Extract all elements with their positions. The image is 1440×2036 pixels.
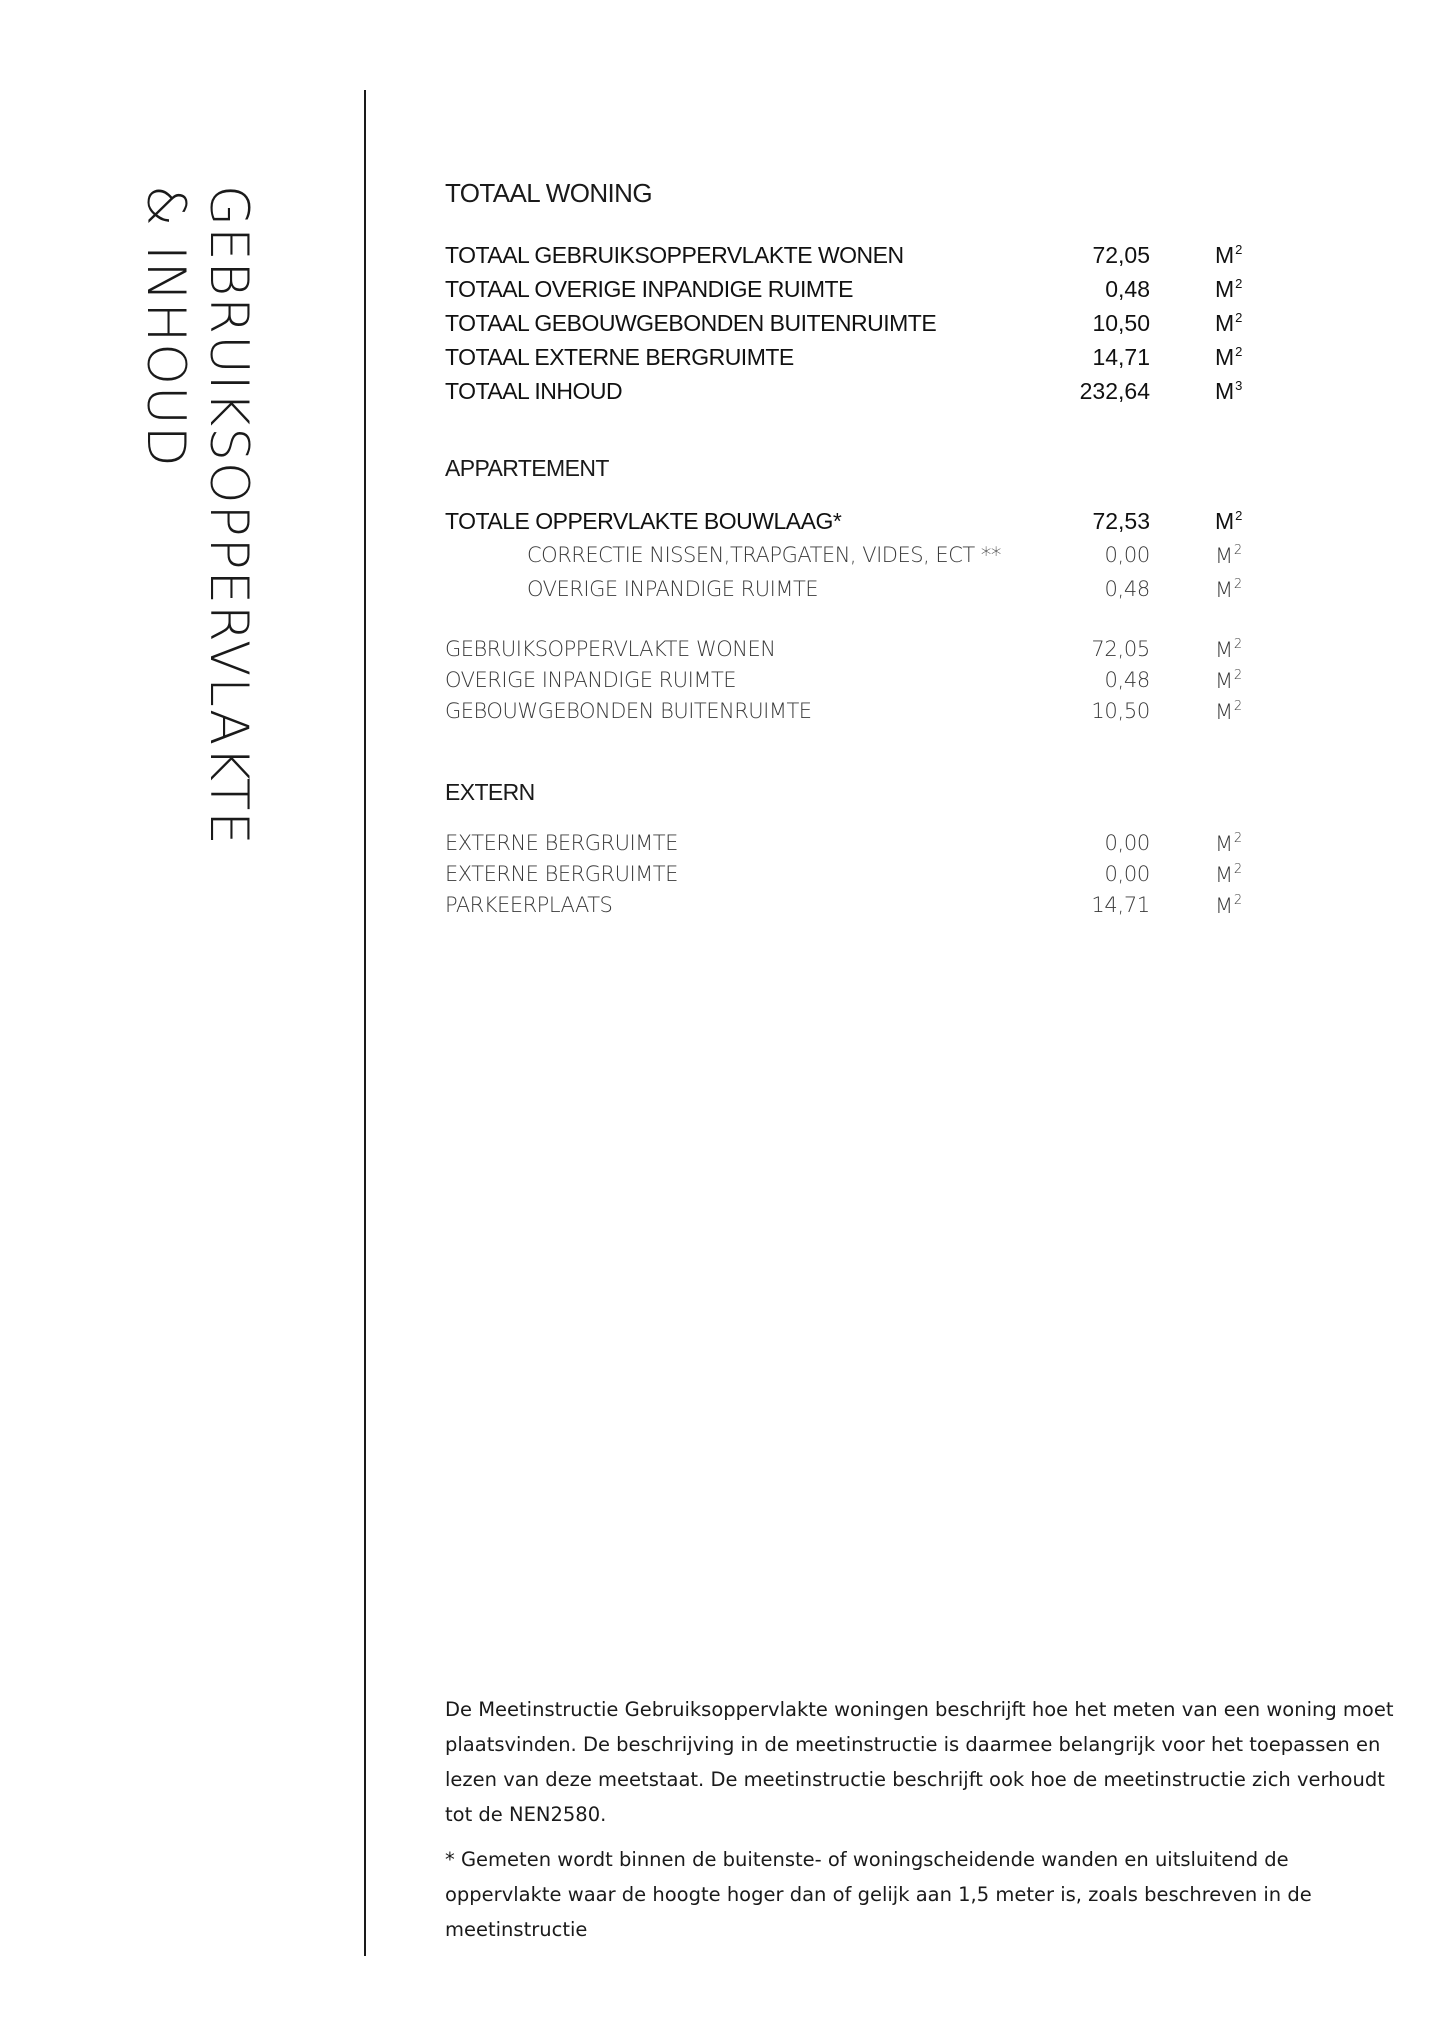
row-unit: $M^2$: [1215, 543, 1242, 568]
row-value: 0,00: [1104, 543, 1150, 567]
row-value: 14,71: [1091, 893, 1150, 917]
row-label: TOTAAL EXTERNE BERGRUIMTE: [445, 344, 794, 370]
row-value: 14,71: [1092, 344, 1150, 370]
row-unit: $M^2$: [1215, 344, 1243, 370]
row-value: 0,00: [1104, 831, 1150, 855]
row-label: TOTALE OPPERVLAKTE BOUWLAAG*: [445, 508, 842, 534]
row-unit: $M^2$: [1215, 276, 1243, 302]
row-unit: $M^2$: [1215, 831, 1242, 856]
row-unit: $M^2$: [1215, 668, 1242, 693]
row-value: 10,50: [1091, 699, 1150, 723]
row-label: EXTERNE BERGRUIMTE: [445, 831, 678, 855]
table-row: [445, 344, 1245, 376]
row-label: GEBOUWGEBONDEN BUITENRUIMTE: [445, 699, 812, 723]
table-row: [445, 543, 1245, 575]
row-label: TOTAAL OVERIGE INPANDIGE RUIMTE: [445, 276, 853, 302]
vertical-page-title: [125, 185, 260, 925]
table-row: [445, 242, 1245, 274]
table-row: [445, 276, 1245, 308]
row-unit: $M^2$: [1215, 893, 1242, 918]
table-row: [445, 577, 1245, 609]
vertical-divider: [364, 90, 366, 1956]
table-row: [445, 893, 1245, 925]
row-unit: $M^2$: [1215, 508, 1243, 534]
row-label: GEBRUIKSOPPERVLAKTE WONEN: [445, 637, 776, 661]
row-unit: $M^2$: [1215, 699, 1242, 724]
row-value: 72,05: [1091, 637, 1150, 661]
table-row: [445, 637, 1245, 669]
row-label: OVERIGE INPANDIGE RUIMTE: [445, 668, 737, 692]
section-title-appartement: APPARTEMENT: [445, 455, 609, 481]
footnotes: [445, 1692, 1405, 1957]
table-row: [445, 862, 1245, 894]
table-row: [445, 378, 1245, 410]
table-row: [445, 831, 1245, 863]
row-label: TOTAAL GEBRUIKSOPPERVLAKTE WONEN: [445, 242, 904, 268]
row-value: 232,64: [1079, 378, 1150, 404]
row-unit: $M^2$: [1215, 577, 1242, 602]
row-value: 10,50: [1092, 310, 1150, 336]
title-line-2: & INHOUD: [135, 185, 196, 468]
row-label: EXTERNE BERGRUIMTE: [445, 862, 678, 886]
row-label: TOTAAL GEBOUWGEBONDEN BUITENRUIMTE: [445, 310, 937, 336]
row-value: 0,00: [1104, 862, 1150, 886]
row-unit: $M^2$: [1215, 310, 1243, 336]
table-row: [445, 699, 1245, 731]
row-unit: $M^2$: [1215, 637, 1242, 662]
table-row: [445, 508, 1245, 540]
row-unit: $M^3$: [1215, 378, 1243, 404]
note-paragraph: * Gemeten wordt binnen de buitenste- of woningscheidende wanden en uitsluitend de oppervlakte waar de hoogte hoger dan of gelijk aan 1,5 meter is, zoals beschreven in de meetinstructie: [445, 1848, 1312, 1941]
row-value: 0,48: [1105, 276, 1150, 302]
section-title-totaal-woning: TOTAAL WONING: [445, 178, 652, 208]
row-unit: $M^2$: [1215, 862, 1242, 887]
table-row: [445, 310, 1245, 342]
note-paragraph: De Meetinstructie Gebruiksoppervlakte woningen beschrijft hoe het meten van een woning moet plaatsvinden. De beschrijving in de meetinstructie is daarmee belangrijk voor het toepassen en lezen van deze meetstaat. De meetinstructie beschrijft ook hoe de meetinstructie zich verhoudt tot de NEN2580.: [445, 1698, 1394, 1826]
row-label: CORRECTIE NISSEN,TRAPGATEN, VIDES, ECT **: [527, 543, 1001, 567]
row-value: 72,53: [1092, 508, 1150, 534]
row-label: OVERIGE INPANDIGE RUIMTE: [527, 577, 819, 601]
section-title-extern: EXTERN: [445, 779, 535, 805]
row-value: 0,48: [1104, 668, 1150, 692]
row-value: 0,48: [1104, 577, 1150, 601]
row-unit: $M^2$: [1215, 242, 1243, 268]
row-label: PARKEERPLAATS: [445, 893, 613, 917]
title-line-1: GEBRUIKSOPPERVLAKTE: [198, 185, 259, 846]
row-value: 72,05: [1092, 242, 1150, 268]
row-label: TOTAAL INHOUD: [445, 378, 623, 404]
table-row: [445, 668, 1245, 700]
